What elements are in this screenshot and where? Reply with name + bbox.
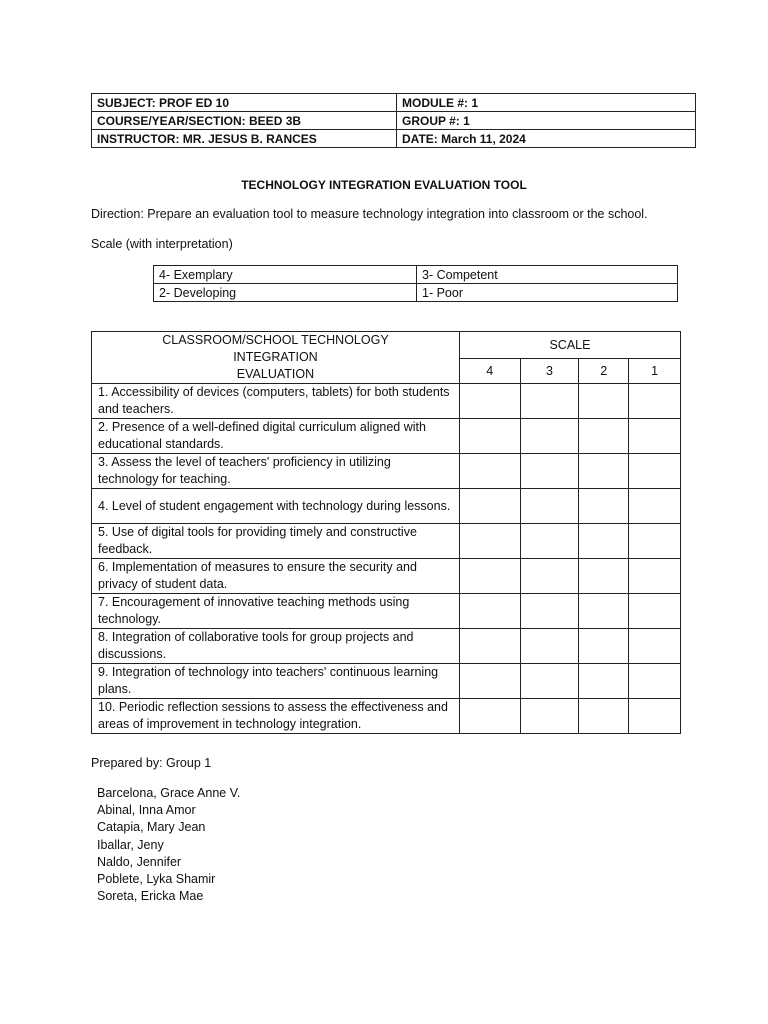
direction-text: Direction: Prepare an evaluation tool to measure technology integration into classroom or the school. xyxy=(91,207,648,221)
criterion-row xyxy=(92,384,681,419)
criterion-text: 9. Integration of technology into teachers' continuous learning plans. xyxy=(92,664,460,699)
criterion-row xyxy=(92,664,681,699)
scale-value-header: 2 xyxy=(579,358,629,383)
member-name: Catapia, Mary Jean xyxy=(97,820,206,835)
rating-cell-3[interactable] xyxy=(520,699,579,734)
rating-cell-1[interactable] xyxy=(629,524,681,559)
member-name: Soreta, Ericka Mae xyxy=(97,889,204,904)
criterion-text: 2. Presence of a well-defined digital curriculum aligned with educational standards. xyxy=(92,419,460,454)
rating-cell-1[interactable] xyxy=(629,559,681,594)
rating-cell-4[interactable] xyxy=(459,384,520,419)
rating-cell-3[interactable] xyxy=(520,664,579,699)
scale-header: SCALE xyxy=(459,332,680,359)
rating-cell-4[interactable] xyxy=(459,664,520,699)
rating-cell-1[interactable] xyxy=(629,664,681,699)
scale-value-header: 1 xyxy=(629,358,681,383)
member-name: Abinal, Inna Amor xyxy=(97,803,196,818)
rating-cell-4[interactable] xyxy=(459,419,520,454)
rating-cell-2[interactable] xyxy=(579,419,629,454)
rating-cell-2[interactable] xyxy=(579,629,629,664)
criterion-text: 1. Accessibility of devices (computers, tablets) for both students and teachers. xyxy=(92,384,460,419)
scale-heading: Scale (with interpretation) xyxy=(91,237,233,251)
rating-cell-2[interactable] xyxy=(579,384,629,419)
rating-cell-1[interactable] xyxy=(629,629,681,664)
member-list xyxy=(97,785,240,905)
scale-legend-row xyxy=(154,266,678,284)
rating-cell-2[interactable] xyxy=(579,489,629,524)
rating-cell-3[interactable] xyxy=(520,524,579,559)
scale-value-header: 3 xyxy=(520,358,579,383)
scale-value-header: 4 xyxy=(459,358,520,383)
rating-cell-4[interactable] xyxy=(459,629,520,664)
criterion-text: 4. Level of student engagement with technology during lessons. xyxy=(92,489,460,524)
member-name: Iballar, Jeny xyxy=(97,837,164,852)
criteria-header-line1: CLASSROOM/SCHOOL TECHNOLOGY INTEGRATION xyxy=(162,333,389,364)
scale-4-cell: 4- Exemplary xyxy=(154,266,417,284)
rating-cell-3[interactable] xyxy=(520,384,579,419)
member-name: Poblete, Lyka Shamir xyxy=(97,872,216,887)
rating-cell-3[interactable] xyxy=(520,419,579,454)
info-row xyxy=(92,130,696,148)
criterion-text: 8. Integration of collaborative tools for group projects and discussions. xyxy=(92,629,460,664)
document-title: TECHNOLOGY INTEGRATION EVALUATION TOOL xyxy=(241,178,527,192)
rating-cell-4[interactable] xyxy=(459,594,520,629)
course-cell: COURSE/YEAR/SECTION: BEED 3B xyxy=(92,112,397,130)
scale-legend-table xyxy=(153,265,678,302)
module-cell: MODULE #: 1 xyxy=(397,94,696,112)
criteria-header-line2: EVALUATION xyxy=(236,367,315,381)
scale-3-cell: 3- Competent xyxy=(417,266,678,284)
criterion-text: 10. Periodic reflection sessions to assess the effectiveness and areas of improvement in technology integration. xyxy=(92,699,460,734)
rating-cell-2[interactable] xyxy=(579,699,629,734)
rating-cell-2[interactable] xyxy=(579,559,629,594)
rating-cell-2[interactable] xyxy=(579,524,629,559)
rating-cell-1[interactable] xyxy=(629,419,681,454)
info-row xyxy=(92,112,696,130)
rating-cell-1[interactable] xyxy=(629,454,681,489)
rating-cell-3[interactable] xyxy=(520,489,579,524)
member-name: Barcelona, Grace Anne V. xyxy=(97,786,241,800)
criterion-row xyxy=(92,419,681,454)
rating-cell-1[interactable] xyxy=(629,594,681,629)
instructor-cell: INSTRUCTOR: MR. JESUS B. RANCES xyxy=(92,130,397,148)
rating-cell-3[interactable] xyxy=(520,594,579,629)
evaluation-header-row xyxy=(92,332,681,359)
evaluation-table xyxy=(91,331,681,734)
group-cell: GROUP #: 1 xyxy=(397,112,696,130)
criterion-row xyxy=(92,489,681,524)
criterion-row xyxy=(92,629,681,664)
scale-legend-row xyxy=(154,284,678,302)
scale-2-cell: 2- Developing xyxy=(154,284,417,302)
rating-cell-4[interactable] xyxy=(459,524,520,559)
rating-cell-3[interactable] xyxy=(520,454,579,489)
criterion-text: 3. Assess the level of teachers' proficiency in utilizing technology for teaching. xyxy=(92,454,460,489)
rating-cell-1[interactable] xyxy=(629,489,681,524)
date-cell: DATE: March 11, 2024 xyxy=(397,130,696,148)
rating-cell-2[interactable] xyxy=(579,594,629,629)
rating-cell-1[interactable] xyxy=(629,384,681,419)
criterion-text: 7. Encouragement of innovative teaching methods using technology. xyxy=(92,594,460,629)
rating-cell-4[interactable] xyxy=(459,454,520,489)
rating-cell-2[interactable] xyxy=(579,664,629,699)
criteria-header xyxy=(92,332,460,384)
rating-cell-4[interactable] xyxy=(459,489,520,524)
criterion-text: 6. Implementation of measures to ensure the security and privacy of student data. xyxy=(92,559,460,594)
criterion-row xyxy=(92,559,681,594)
criterion-row xyxy=(92,699,681,734)
criterion-row xyxy=(92,454,681,489)
subject-cell: SUBJECT: PROF ED 10 xyxy=(92,94,397,112)
rating-cell-3[interactable] xyxy=(520,629,579,664)
info-table xyxy=(91,93,696,148)
rating-cell-2[interactable] xyxy=(579,454,629,489)
rating-cell-4[interactable] xyxy=(459,699,520,734)
scale-1-cell: 1- Poor xyxy=(417,284,678,302)
rating-cell-3[interactable] xyxy=(520,559,579,594)
member-name: Naldo, Jennifer xyxy=(97,854,182,869)
criterion-row xyxy=(92,594,681,629)
rating-cell-4[interactable] xyxy=(459,559,520,594)
prepared-by: Prepared by: Group 1 xyxy=(91,756,212,770)
criterion-text: 5. Use of digital tools for providing timely and constructive feedback. xyxy=(92,524,460,559)
rating-cell-1[interactable] xyxy=(629,699,681,734)
info-row xyxy=(92,94,696,112)
criterion-row xyxy=(92,524,681,559)
